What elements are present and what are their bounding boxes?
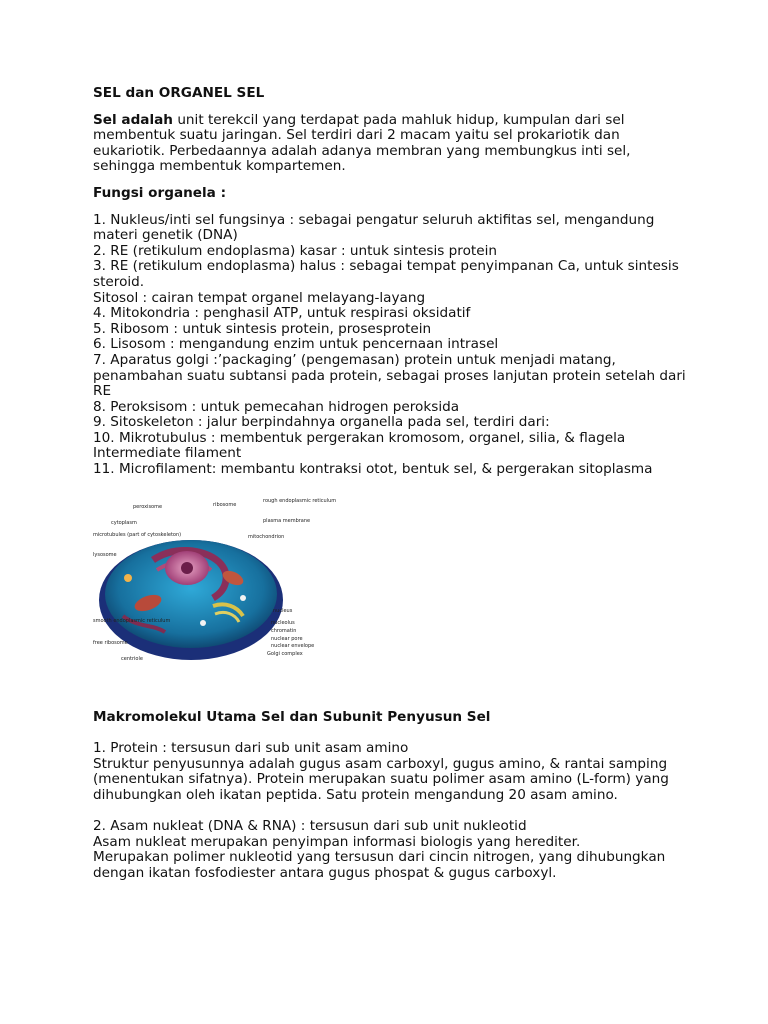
label-lysosome: lysosome <box>93 551 117 558</box>
label-cytoplasm: cytoplasm <box>111 519 137 526</box>
protein-title: 1. Protein : tersusun dari sub unit asam amino <box>93 740 409 757</box>
label-nucleus: nucleus <box>273 607 293 614</box>
lysosome-shape <box>124 574 132 582</box>
document-page <box>93 86 693 882</box>
intro-paragraph <box>93 113 693 175</box>
label-nuclear-pore: nuclear pore <box>271 635 303 642</box>
fungsi-list <box>93 213 693 478</box>
list-item: 5. Ribosom : untuk sintesis protein, prosesprotein <box>93 320 432 337</box>
label-nuclear-envelope: nuclear envelope <box>271 642 315 649</box>
label-chromatin: chromatin <box>271 627 297 634</box>
intro-lead: Sel adalah <box>93 111 173 128</box>
list-item: 9. Sitoskeleton : jalur berpindahnya organella pada sel, terdiri dari: <box>93 414 550 431</box>
list-item: 6. Lisosom : mengandung enzim untuk pencernaan intrasel <box>93 336 499 353</box>
label-rough-er: rough endoplasmic reticulum <box>263 497 337 504</box>
label-microtubules: microtubules (part of cytoskeleton) <box>93 531 182 538</box>
label-golgi: Golgi complex <box>267 650 303 657</box>
nukleat-title: 2. Asam nukleat (DNA & RNA) : tersusun dari sub unit nukleotid <box>93 818 527 835</box>
macromolecule-heading: Makromolekul Utama Sel dan Subunit Penyusun Sel <box>93 708 491 725</box>
vesicle-shape <box>200 620 206 626</box>
list-item: 4. Mitokondria : penghasil ATP, untuk respirasi oksidatif <box>93 305 471 322</box>
list-item: 10. Mikrotubulus : membentuk pergerakan kromosom, organel, silia, & flagela Intermediate filament <box>93 429 626 462</box>
fungsi-heading: Fungsi organela : <box>93 184 227 201</box>
label-free-ribosome: free ribosome <box>93 639 128 646</box>
list-item: 3. RE (retikulum endoplasma) halus : sebagai tempat penyimpanan Ca, untuk sintesis steroid. <box>93 258 679 290</box>
spacer <box>93 804 693 820</box>
list-item: 1. Nukleus/inti sel fungsinya : sebagai pengatur seluruh aktifitas sel, mengandung materi genetik (DNA) <box>93 211 655 244</box>
label-centriole: centriole <box>121 655 143 662</box>
label-mitochondrion: mitochondrion <box>248 533 285 540</box>
list-item: 11. Microfilament: membantu kontraksi otot, bentuk sel, & pergerakan sitoplasma <box>93 461 653 478</box>
document-title: SEL dan ORGANEL SEL <box>93 85 265 101</box>
label-ribosome: ribosome <box>213 501 237 508</box>
intro-text: unit terekcil yang terdapat pada mahluk hidup, kumpulan dari sel membentuk suatu jaringan. Sel terdiri dari 2 macam yaitu sel prokariotik dan eukariotik. Perbedaannya adalah adanya membran yang membungkus inti sel, sehingga membentuk kompartemen. <box>93 111 631 175</box>
vesicle-shape <box>240 595 246 601</box>
label-smooth-er: smooth endoplasmic reticulum <box>93 617 171 624</box>
cell-diagram <box>93 497 337 670</box>
nucleolus-shape <box>181 562 193 574</box>
protein-text: Struktur penyusunnya adalah gugus asam carboxyl, gugus amino, & rantai samping (menentukan sifatnya). Protein merupakan suatu polimer asam amino (L-form) yang dihubungkan oleh ikatan peptida. Satu protein mengandung 20 asam amino. <box>93 755 669 804</box>
list-item: 2. RE (retikulum endoplasma) kasar : untuk sintesis protein <box>93 242 497 259</box>
list-item: 7. Aparatus golgi :’packaging’ (pengemasan) protein untuk menjadi matang, penambahan suatu subtansi pada protein, sebagai proses lanjutan protein setelah dari RE <box>93 351 686 400</box>
list-item: 8. Peroksisom : untuk pemecahan hidrogen peroksida <box>93 398 460 415</box>
label-plasma-membrane: plasma membrane <box>263 517 311 524</box>
nukleat-text-2: Merupakan polimer nukleotid yang tersusun dari cincin nitrogen, yang dihubungkan dengan ikatan fosfodiester antara gugus phospat & gugus carboxyl. <box>93 849 666 881</box>
label-nucleolus: nucleolus <box>271 619 295 626</box>
animal-cell-illustration <box>93 497 337 670</box>
label-peroxisome: peroxisome <box>133 503 163 510</box>
nukleat-text-1: Asam nukleat merupakan penyimpan informasi biologis yang herediter. <box>93 833 581 850</box>
list-item: Sitosol : cairan tempat organel melayang-layang <box>93 289 426 306</box>
